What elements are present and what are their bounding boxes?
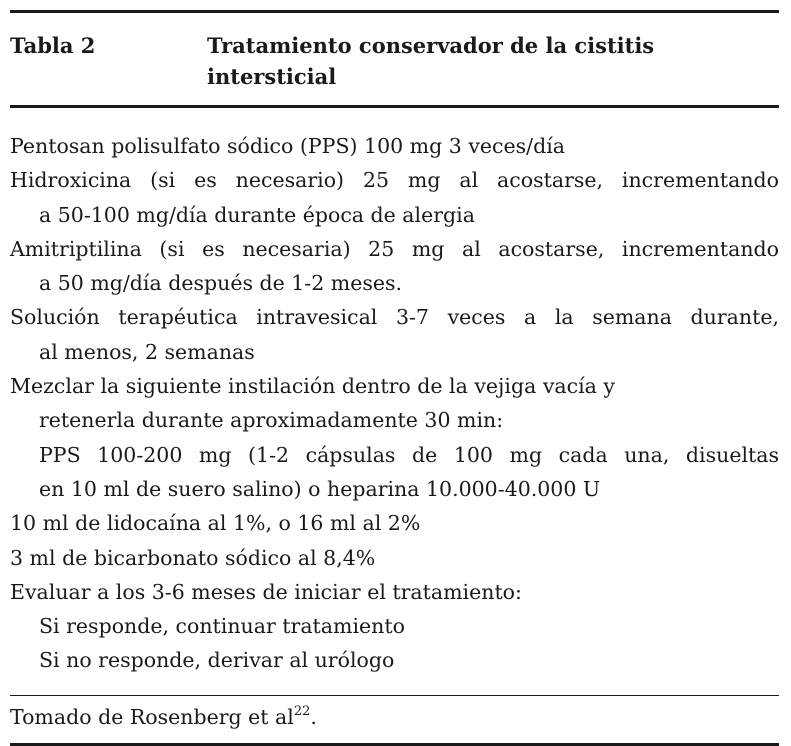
footnote-end: . (310, 704, 317, 729)
table-body (10, 108, 779, 695)
table-line: Mezclar la siguiente instilación dentro de la vejiga vacía y (10, 374, 615, 399)
table-title (207, 30, 779, 92)
table-line: Si responde, continuar tratamiento (39, 614, 405, 639)
table-2 (10, 10, 779, 746)
table-line: a 50-100 mg/día durante época de alergia (39, 202, 475, 227)
table-footnote (10, 696, 779, 743)
table-number: Tabla 2 (10, 33, 96, 58)
table-line: Pentosan polisulfato sódico (PPS) 100 mg 3 veces/día (10, 134, 565, 158)
table-title-line-1: Tratamiento conservador de la cistitis (207, 33, 655, 58)
table-header (10, 13, 779, 105)
bottom-rule (10, 743, 779, 746)
table-line: Hidroxicina (si es necesario) 25 mg al acostarse, incrementando (10, 168, 779, 193)
table-line: Amitriptilina (si es necesaria) 25 mg al acostarse, incrementando (10, 236, 779, 261)
table-line: PPS 100-200 mg (1-2 cápsulas de 100 mg cada una, disueltas (39, 442, 779, 467)
footnote-text: Tomado de Rosenberg et al (10, 704, 294, 729)
table-line: al menos, 2 semanas (39, 339, 255, 364)
table-line: 3 ml de bicarbonato sódico al 8,4% (10, 545, 376, 570)
table-line: Si no responde, derivar al urólogo (39, 648, 395, 673)
table-line: Evaluar a los 3-6 meses de iniciar el tratamiento: (10, 579, 522, 604)
table-line: Solución terapéutica intravesical 3-7 veces a la semana durante, (10, 305, 779, 330)
table-title-line-2: intersticial (207, 64, 337, 89)
table-line: en 10 ml de suero salino) o heparina 10.000-40.000 U (39, 476, 601, 501)
table-line: a 50 mg/día después de 1-2 meses. (39, 271, 403, 296)
table-line: 10 ml de lidocaína al 1%, o 16 ml al 2% (10, 511, 421, 536)
table-line: retenerla durante aproximadamente 30 min: (39, 408, 504, 433)
footnote-reference: 22 (293, 703, 311, 719)
